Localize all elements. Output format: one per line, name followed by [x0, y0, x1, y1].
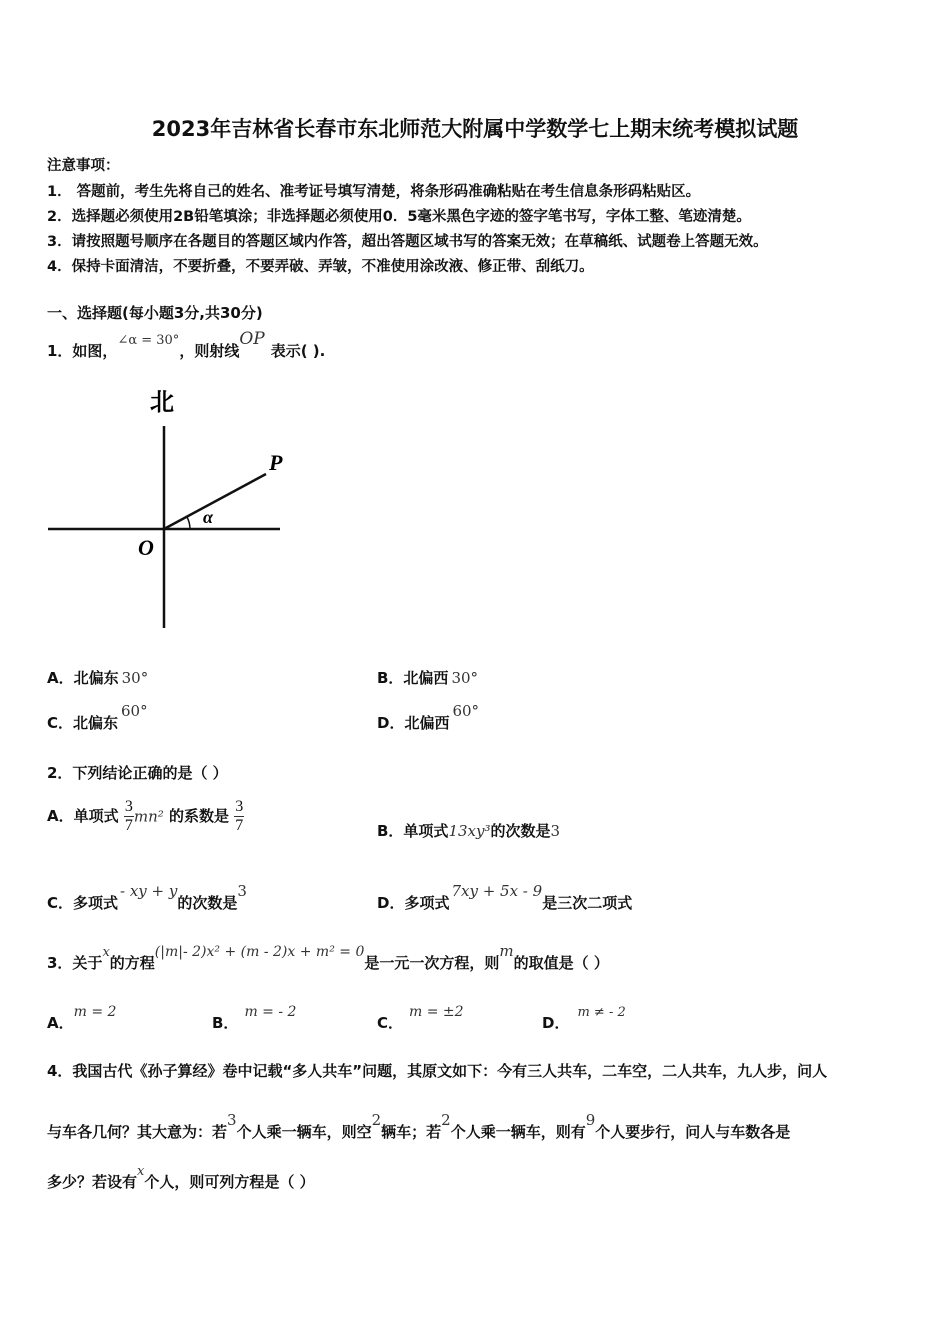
note-item-3: 3．请按照题号顺序在各题目的答题区域内作答，超出答题区域书写的答案无效；在草稿纸、试题卷上答题无效。	[47, 234, 768, 250]
option-label: D．	[542, 1014, 570, 1032]
q3-option-d[interactable]	[542, 1005, 626, 1033]
section-heading: 一、选择题(每小题3分,共30分)	[47, 304, 263, 322]
option-label: C．北偏东	[47, 714, 119, 732]
option-label: A．单项式	[47, 807, 119, 825]
q3-stem	[47, 942, 609, 973]
q3-var2: m	[499, 942, 514, 960]
option-label: B．单项式	[377, 822, 449, 840]
q3-option-a[interactable]	[47, 1004, 117, 1033]
q2-option-c[interactable]	[47, 882, 247, 913]
fraction-denominator: 7	[124, 817, 133, 834]
q3-mid2: 是一元一次方程，则	[364, 954, 500, 972]
option-label: A．	[47, 1014, 74, 1032]
q1-option-a[interactable]	[47, 667, 148, 688]
q1-option-c[interactable]	[47, 702, 148, 733]
q4-text: 辆车；若	[381, 1123, 442, 1141]
q3-option-b[interactable]	[212, 1004, 297, 1033]
q4-text: 个人乘一辆车，则空	[236, 1123, 372, 1141]
q4-number: 2	[371, 1111, 382, 1129]
option-math: m = 2	[73, 1004, 117, 1020]
q1-prefix: 1．如图，	[47, 342, 118, 360]
option-label: D．北偏西	[377, 714, 450, 732]
q1-ray: OP	[239, 329, 265, 349]
option-label: C．多项式	[47, 894, 119, 912]
option-math: 3	[550, 822, 561, 840]
q1-option-b[interactable]	[377, 667, 478, 688]
fraction	[234, 798, 244, 835]
q4-var: x	[137, 1164, 145, 1179]
q2-option-a[interactable]	[47, 798, 244, 835]
option-math: 30°	[451, 669, 479, 687]
note-item-1: 1． 答题前，考生先将自己的姓名、准考证号填写清楚，将条形码准确粘贴在考生信息条形码粘贴区。	[47, 184, 701, 200]
q1-angle: ∠α = 30°	[117, 333, 180, 348]
q3-mid: 的方程	[109, 954, 155, 972]
north-label: 北	[150, 390, 174, 416]
q2-stem: 2．下列结论正确的是（ ）	[47, 764, 228, 782]
option-label: A．北偏东	[47, 669, 119, 687]
q3-equation: (|m|- 2)x² + (m - 2)x + m² = 0	[154, 944, 365, 960]
option-math: - xy + y	[120, 882, 178, 900]
fraction-numerator: 3	[124, 798, 133, 815]
q3-prefix: 3．关于	[47, 954, 103, 972]
q1-mid: ，则射线	[179, 342, 240, 360]
q1-suffix: 表示( ).	[270, 342, 326, 360]
q4-number: 2	[441, 1111, 451, 1129]
option-math: 7xy + 5x - 9	[451, 882, 543, 900]
option-text: 的次数是	[177, 894, 238, 912]
fraction-denominator: 7	[235, 817, 244, 834]
option-math: 60°	[121, 702, 148, 720]
note-item-4: 4．保持卡面清洁，不要折叠，不要弄破、弄皱，不准使用涂改液、修正带、刮纸刀。	[47, 259, 594, 275]
option-math: 60°	[452, 702, 480, 720]
q1-option-d[interactable]	[377, 702, 480, 733]
q4-text: 多少？若设有	[47, 1173, 138, 1191]
option-math: 30°	[121, 669, 149, 687]
option-text: 是三次二项式	[542, 894, 633, 912]
q4-number: 9	[585, 1111, 596, 1129]
q3-var: x	[102, 945, 110, 960]
option-math: 3	[237, 882, 247, 900]
ray-op-line	[164, 474, 266, 529]
option-label: C．	[377, 1014, 404, 1032]
point-p-label: P	[269, 450, 283, 475]
option-math: m = ±2	[409, 1004, 464, 1020]
option-label: D．多项式	[377, 894, 450, 912]
option-math: m = - 2	[244, 1004, 297, 1020]
q4-line-3	[47, 1164, 315, 1192]
origin-label: O	[138, 535, 154, 560]
q3-option-c[interactable]	[377, 1004, 464, 1033]
option-label: B．	[212, 1014, 239, 1032]
q4-text: 个人乘一辆车，则有	[450, 1123, 586, 1141]
option-math: 13xy³	[448, 822, 491, 840]
option-math: m ≠ - 2	[577, 1005, 626, 1020]
option-text: 的次数是	[490, 822, 551, 840]
q1-compass-figure	[40, 380, 300, 635]
option-math: mn²	[133, 807, 164, 826]
q4-number: 3	[227, 1111, 237, 1129]
q4-text: 个人，则可列方程是（ ）	[144, 1173, 315, 1191]
note-item-2: 2．选择题必须使用2B铅笔填涂；非选择题必须使用0．5毫米黑色字迹的签字笔书写，字体工整、笔迹清楚。	[47, 209, 751, 225]
fraction-numerator: 3	[235, 798, 244, 815]
fraction	[124, 798, 134, 835]
alpha-label: α	[203, 507, 213, 527]
option-label: B．北偏西	[377, 669, 449, 687]
q4-line-1: 4．我国古代《孙子算经》卷中记载“多人共车”问题，其原文如下：今有三人共车，二车空，二人共车，九人步，问人	[47, 1062, 828, 1080]
notes-heading: 注意事项：	[47, 158, 120, 174]
q1-stem	[47, 329, 326, 361]
q3-suffix: 的取值是（ ）	[513, 954, 609, 972]
q4-text: 与车各几何？其大意为：若	[47, 1123, 228, 1141]
q4-line-2	[47, 1111, 791, 1142]
q2-option-d[interactable]	[377, 882, 633, 913]
q2-option-b[interactable]	[377, 820, 560, 841]
page-title: 2023年吉林省长春市东北师范大附属中学数学七上期末统考模拟试题	[151, 117, 799, 141]
alpha-arc	[187, 517, 190, 529]
option-text: 的系数是	[168, 807, 229, 825]
q4-text: 个人要步行，问人与车数各是	[595, 1123, 791, 1141]
